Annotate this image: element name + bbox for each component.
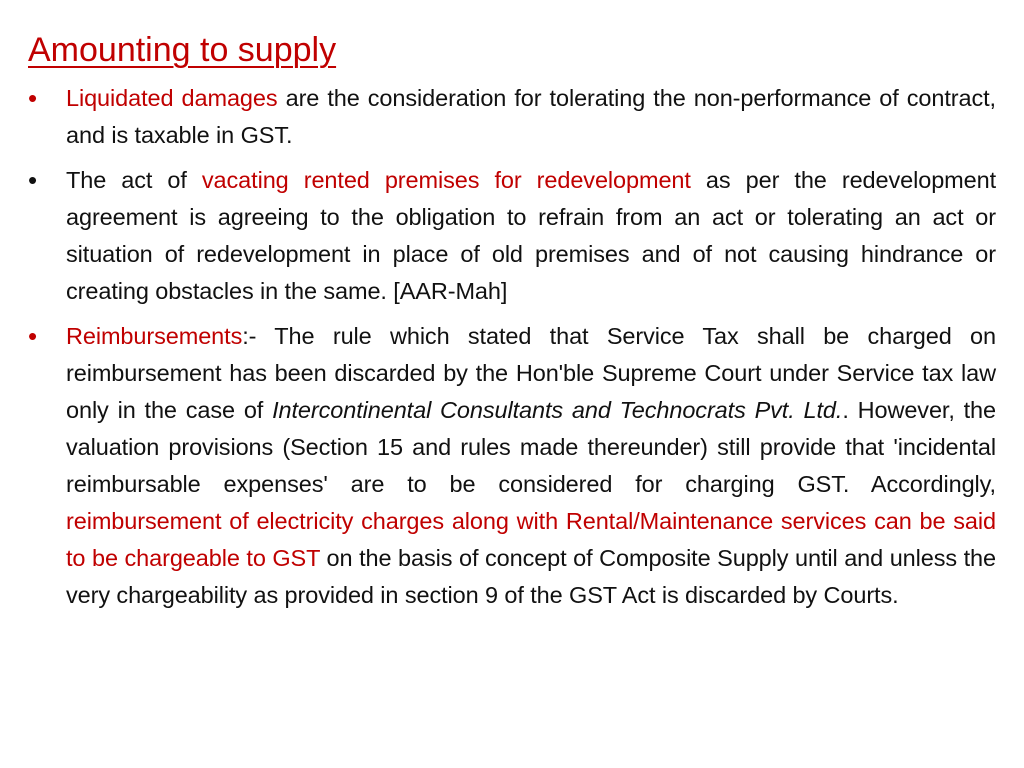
highlight-phrase: Reimbursements — [66, 323, 243, 349]
bullet-item-vacating-premises — [28, 162, 996, 310]
body-text: as per the redevelopment agreement is agreeing to the obligation to refrain from an act or tolerating an act or situation of redevelopment in place of old premises and of not causing hindrance or creating obstacles in the same. [AAR-Mah] — [66, 167, 997, 304]
bullet-dot-icon: • — [28, 83, 38, 113]
body-text: The act of — [66, 167, 202, 193]
slide-title: Amounting to supply — [28, 31, 337, 69]
highlight-phrase: reimbursement of electricity charges along with Rental/Maintenance services can be said to be chargeable to GST — [66, 508, 996, 571]
body-text: are the consideration for tolerating the non-performance of contract, and is taxable in GST. — [66, 85, 996, 148]
bullet-text — [66, 80, 996, 154]
bullet-dot-icon: • — [28, 165, 38, 195]
bullet-dot-icon: • — [28, 321, 38, 351]
bullet-item-reimbursements — [28, 318, 996, 614]
case-name: Intercontinental Consultants and Technocrats Pvt. Ltd. — [272, 397, 843, 423]
highlight-phrase: vacating rented premises for redevelopment — [201, 167, 691, 193]
highlight-phrase: Liquidated damages — [66, 85, 278, 111]
body-text: :- The rule which stated that Service Tax shall be charged on reimbursement has been discarded by the Hon'ble Supreme Court under Service tax law only in the case of — [66, 323, 996, 423]
body-text: . However, the valuation provisions (Section 15 and rules made thereunder) still provide that 'incidental reimbursable expenses' are to be considered for charging GST. Accordingly, — [66, 397, 996, 497]
bullet-text — [66, 162, 996, 310]
bullet-item-liquidated-damages — [28, 80, 996, 154]
bullet-text — [66, 318, 996, 614]
body-text: on the basis of concept of Composite Supply until and unless the very chargeability as provided in section 9 of the GST Act is discarded by Courts. — [66, 545, 996, 608]
bullet-list — [28, 80, 996, 614]
